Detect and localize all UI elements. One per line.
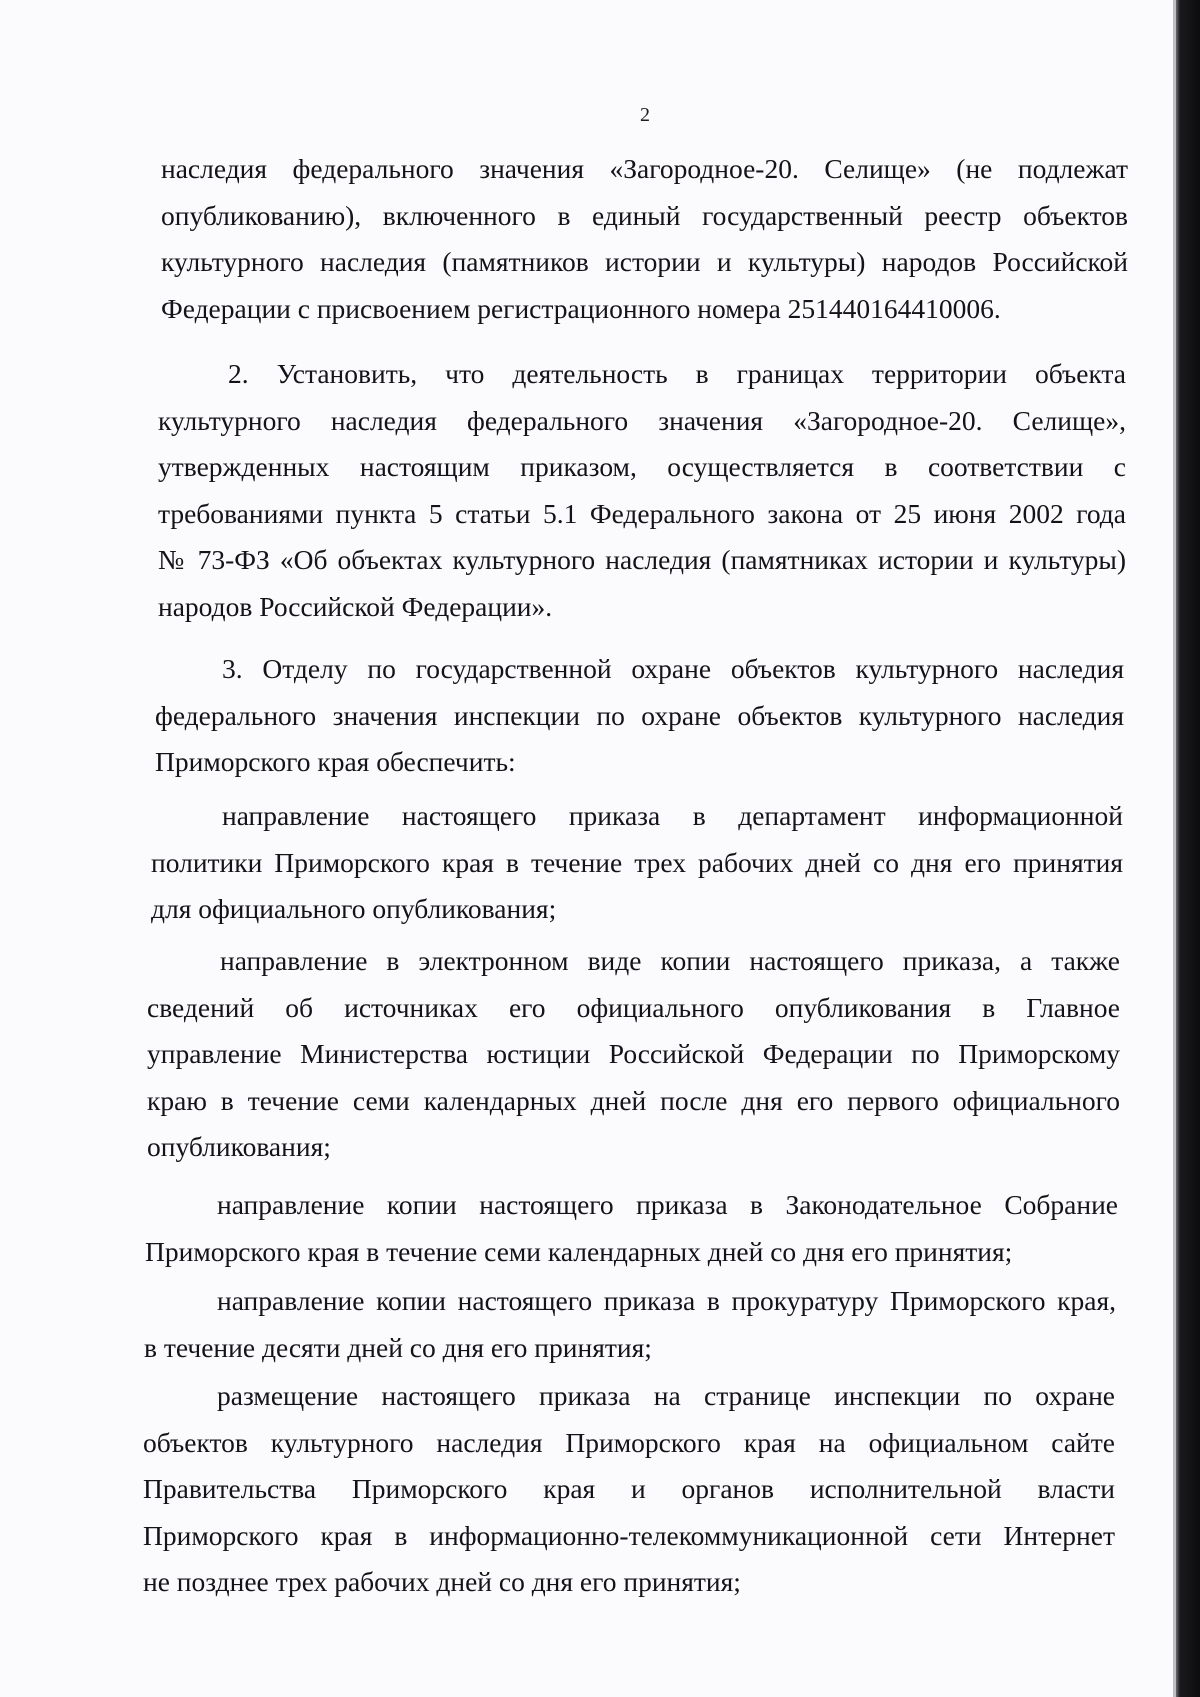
subitem-info-policy [151,793,1123,933]
paragraph-continuation [161,146,1128,332]
text-line: политики Приморского края в течение трех рабочих дней со дня его принятия [151,846,1123,878]
text-line: для официального опубликования; [151,893,557,924]
subitem-prosecutor [144,1278,1116,1371]
text-line: опубликованию), включенного в единый государственный реестр объектов [161,199,1128,231]
text-line: федерального значения инспекции по охране объектов культурного наследия [155,699,1124,731]
subitem-website-publication [143,1373,1115,1606]
text-line: объектов культурного наследия Приморского края на официальном сайте [143,1426,1115,1458]
text-line: Приморского края в информационно-телекоммуникационной сети Интернет [143,1519,1115,1551]
page-number: 2 [640,104,650,126]
text-line: утвержденных настоящим приказом, осуществляется в соответствии с [158,451,1126,482]
text-line: сведений об источниках его официального опубликования в Главное [147,991,1120,1023]
text-line: культурного наследия федерального значения «Загородное-20. Селище», [158,404,1126,436]
text-line: краю в течение семи календарных дней после дня его первого официального [147,1084,1120,1116]
text-line: требованиями пункта 5 статьи 5.1 Федерального закона от 25 июня 2002 года [158,497,1126,529]
text-line: № 73-ФЗ «Об объектах культурного наследия (памятниках истории и культуры) [158,544,1126,575]
text-line: направление копии настоящего приказа в прокуратуру Приморского края, [217,1285,1116,1316]
text-line: опубликования; [147,1131,331,1162]
text-line: Федерации с присвоением регистрационного номера 251440164410006. [161,292,1001,324]
scan-dark-edge [1176,0,1200,1697]
text-line: не позднее трех рабочих дней со дня его принятия; [143,1566,741,1597]
text-line: культурного наследия (памятников истории и культуры) народов Российской [161,246,1128,277]
text-line: Приморского края обеспечить: [155,746,516,777]
subitem-legislative-assembly [145,1182,1118,1275]
text-line: направление в электронном виде копии настоящего приказа, а также [220,945,1120,976]
text-line: направление настоящего приказа в департамент информационной [222,800,1123,831]
text-line: направление копии настоящего приказа в Законодательное Собрание [217,1189,1118,1220]
paragraph-item-2 [158,351,1126,630]
text-line: наследия федерального значения «Загородное-20. Селище» (не подлежат [161,153,1128,184]
subitem-ministry-of-justice [147,938,1120,1171]
text-line: Приморского края в течение семи календарных дней со дня его принятия; [145,1235,1013,1267]
text-line: в течение десяти дней со дня его принятия; [144,1331,652,1363]
text-line: 2. Установить, что деятельность в границах территории объекта [228,358,1126,389]
text-line: народов Российской Федерации». [158,590,553,622]
text-line: Правительства Приморского края и органов исполнительной власти [143,1473,1115,1504]
paragraph-item-3 [155,646,1124,786]
text-line: управление Министерства юстиции Российской Федерации по Приморскому [147,1038,1120,1069]
text-line: 3. Отделу по государственной охране объектов культурного наследия [222,653,1124,684]
text-line: размещение настоящего приказа на странице инспекции по охране [217,1380,1115,1411]
